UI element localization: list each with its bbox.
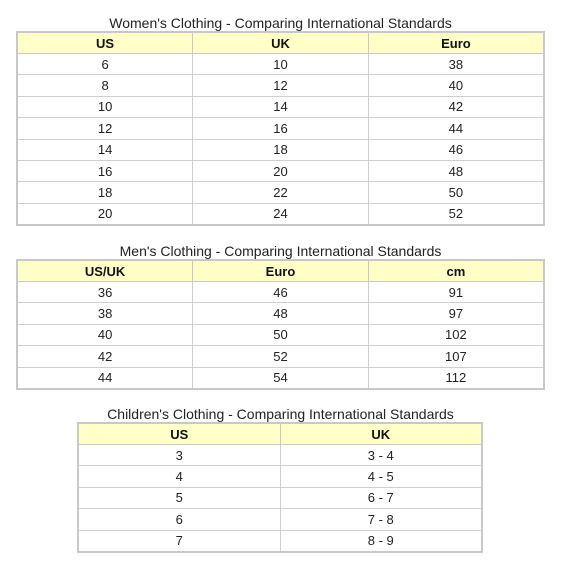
table-row — [17, 139, 544, 160]
table-cell: 44 — [17, 367, 193, 389]
table-cell: 16 — [193, 118, 369, 139]
column-header: cm — [368, 260, 544, 282]
column-header: UK — [280, 423, 482, 445]
table-cell: 46 — [368, 139, 544, 160]
table-row — [17, 324, 544, 345]
table-cell: 20 — [193, 160, 369, 181]
table-cell: 40 — [368, 75, 544, 96]
table-cell: 50 — [368, 182, 544, 203]
table-cell: 8 — [17, 75, 193, 96]
table-cell: 52 — [193, 346, 369, 367]
table-row — [78, 445, 482, 466]
table-cell: 48 — [193, 303, 369, 324]
table-cell: 52 — [368, 203, 544, 225]
table-row — [17, 96, 544, 117]
table-row — [17, 203, 544, 225]
table-row — [17, 303, 544, 324]
table-cell: 54 — [193, 367, 369, 389]
table-cell: 6 - 7 — [280, 487, 482, 508]
table-cell: 36 — [17, 282, 193, 303]
table-cell: 8 - 9 — [280, 530, 482, 552]
table-cell: 48 — [368, 160, 544, 181]
table-row — [17, 118, 544, 139]
table-row — [78, 466, 482, 487]
header-row — [78, 423, 482, 445]
table-cell: 18 — [193, 139, 369, 160]
table-cell: 4 - 5 — [280, 466, 482, 487]
table-cell: 42 — [17, 346, 193, 367]
column-header: Euro — [193, 260, 369, 282]
table-cell: 112 — [368, 367, 544, 389]
table-cell: 5 — [78, 487, 280, 508]
table-cell: 16 — [17, 160, 193, 181]
womens-clothing-table — [16, 31, 545, 226]
table-cell: 10 — [17, 96, 193, 117]
table-cell: 38 — [368, 54, 544, 75]
header-row — [17, 260, 544, 282]
table-cell: 22 — [193, 182, 369, 203]
table-cell: 50 — [193, 324, 369, 345]
table-cell: 7 - 8 — [280, 509, 482, 530]
mens-clothing-caption: Men's Clothing - Comparing International Standards — [119, 243, 442, 259]
column-header: US — [17, 32, 193, 54]
table-cell: 102 — [368, 324, 544, 345]
table-row — [17, 282, 544, 303]
table-cell: 91 — [368, 282, 544, 303]
table-row — [17, 75, 544, 96]
table-row — [17, 346, 544, 367]
table-row — [17, 367, 544, 389]
table-cell: 40 — [17, 324, 193, 345]
column-header: US — [78, 423, 280, 445]
table-row — [17, 54, 544, 75]
table-cell: 12 — [193, 75, 369, 96]
table-cell: 10 — [193, 54, 369, 75]
table-cell: 20 — [17, 203, 193, 225]
table-cell: 14 — [17, 139, 193, 160]
table-cell: 4 — [78, 466, 280, 487]
table-cell: 3 - 4 — [280, 445, 482, 466]
table-cell: 46 — [193, 282, 369, 303]
table-cell: 6 — [78, 509, 280, 530]
table-cell: 12 — [17, 118, 193, 139]
table-cell: 24 — [193, 203, 369, 225]
childrens-clothing-table — [77, 422, 483, 553]
childrens-clothing-caption: Children's Clothing - Comparing International Standards — [107, 406, 454, 422]
table-row — [78, 530, 482, 552]
table-cell: 3 — [78, 445, 280, 466]
table-cell: 7 — [78, 530, 280, 552]
table-row — [78, 509, 482, 530]
table-cell: 18 — [17, 182, 193, 203]
column-header: Euro — [368, 32, 544, 54]
table-cell: 107 — [368, 346, 544, 367]
table-cell: 42 — [368, 96, 544, 117]
table-cell: 97 — [368, 303, 544, 324]
table-cell: 6 — [17, 54, 193, 75]
womens-clothing-caption: Women's Clothing - Comparing International Standards — [109, 15, 452, 31]
table-cell: 38 — [17, 303, 193, 324]
table-cell: 44 — [368, 118, 544, 139]
mens-clothing-table — [16, 259, 545, 390]
table-row — [17, 160, 544, 181]
table-row — [17, 182, 544, 203]
table-cell: 14 — [193, 96, 369, 117]
column-header: UK — [193, 32, 369, 54]
table-row — [78, 487, 482, 508]
column-header: US/UK — [17, 260, 193, 282]
header-row — [17, 32, 544, 54]
